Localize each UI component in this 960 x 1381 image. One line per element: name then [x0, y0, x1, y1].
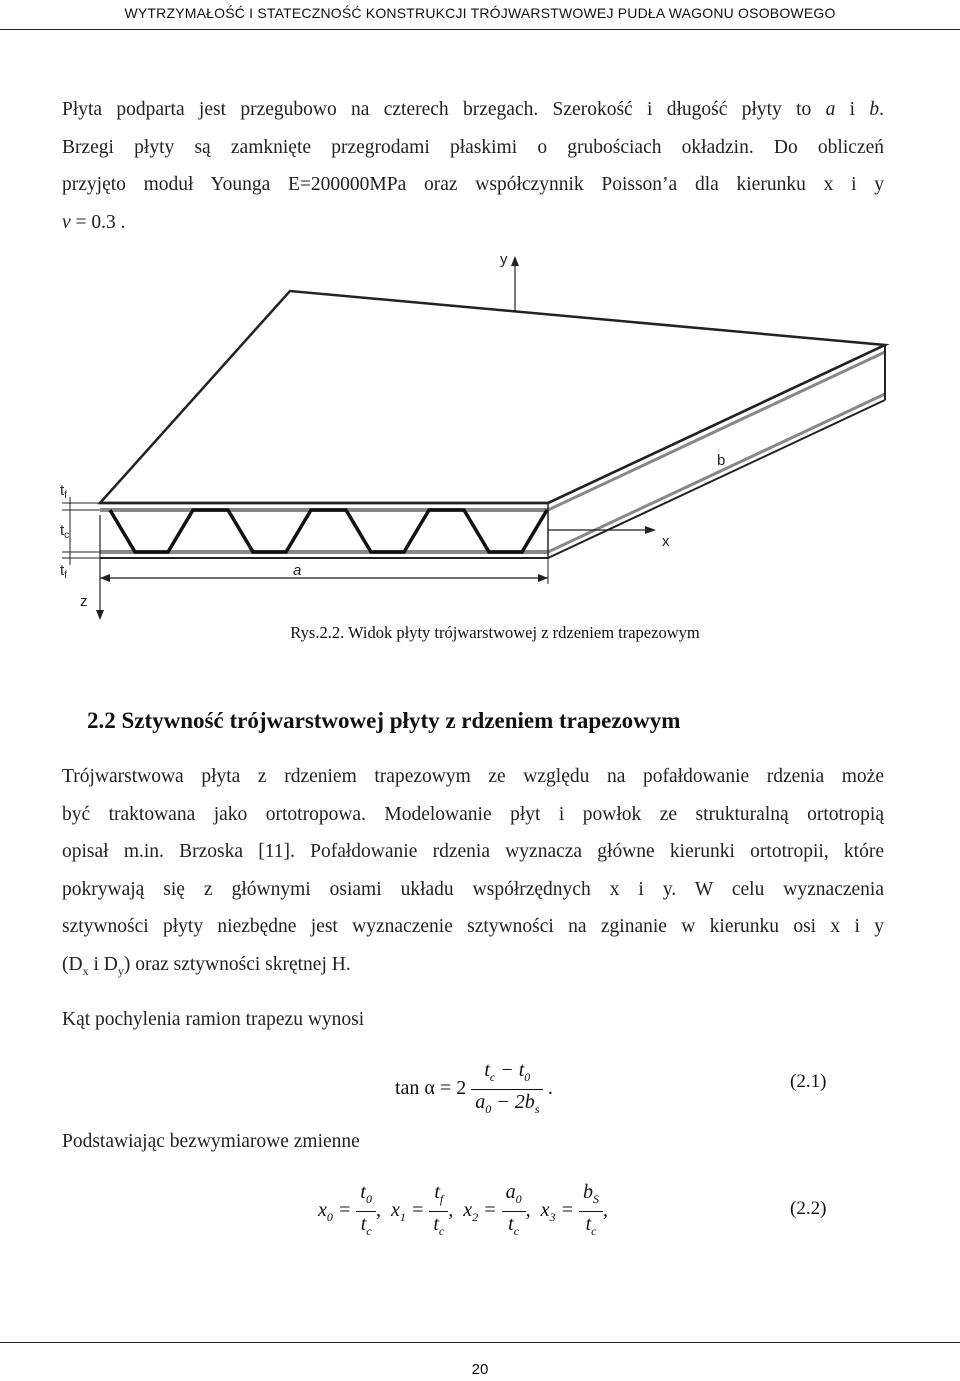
footer-rule — [0, 1342, 960, 1343]
section-line-6: ($D_x$ i $D_y$) oraz sztywności skrętnej H. — [62, 953, 351, 978]
label-z: z — [80, 593, 88, 610]
angle-sentence: Kąt pochylenia ramion trapezu wynosi — [62, 1009, 365, 1030]
eq2-x2: $x_2$ = — [463, 1199, 502, 1225]
equation-number-2-1: (2.1) — [790, 1071, 827, 1092]
label-a: a — [293, 562, 302, 579]
z-axis-arrowhead — [96, 610, 104, 620]
eq2-x3: $x_3$ = — [540, 1199, 580, 1225]
section-line-4: pokrywają się z głównymi osiami układu współrzędnych x i y. W celu wyznaczenia — [62, 878, 884, 900]
trapezoidal-core — [110, 510, 547, 552]
label-tf-bottom: $t_f$ — [60, 562, 67, 581]
eq1-denominator: $a_0 - 2b_s$ — [475, 1091, 540, 1116]
section-line-1: Trójwarstwowa płyta z rdzeniem trapezowym ze względu na pofałdowanie rdzenia może — [62, 766, 884, 787]
eq2-frac-1: $\frac{t_f}{t_c}$ — [429, 1180, 448, 1243]
section-line-5: sztywności płyty niezbędne jest wyznaczenie sztywności na zginanie w kierunku osi x i y — [62, 916, 884, 937]
eq2-frac-0: $\frac{t_0}{t_c}$ — [356, 1180, 376, 1243]
substitution-sentence: Podstawiając bezwymiarowe zmienne — [62, 1131, 360, 1152]
equation-2-2: $x_0$ = $\frac{t_0}{t_c}$ , $x_1$ = $\frac{t_f}{t_c}$ , $x_2$ = $\frac{a_0}{t_c}$ , $x_3$ = $\frac{b_S}{t_c}$ , — [318, 1180, 608, 1243]
eq2-frac-3: $\frac{b_S}{t_c}$ — [579, 1180, 603, 1243]
var-b: b — [869, 99, 880, 120]
figure-caption: Rys.2.2. Widok płyty trójwarstwowej z rdzeniem trapezowym — [290, 623, 700, 642]
eq1-tail: . — [548, 1077, 554, 1100]
y-axis-arrowhead — [511, 256, 519, 266]
label-tc: $t_c$ — [60, 522, 70, 541]
section-heading: 2.2 Sztywność trójwarstwowej płyty z rdzeniem trapezowym — [87, 708, 681, 733]
eq1-fraction — [471, 1058, 543, 1121]
running-header-title: WYTRZYMAŁOŚĆ I STATECZNOŚĆ KONSTRUKCJI TRÓJWARSTWOWEJ PUDŁA WAGONU OSOBOWEGO — [124, 5, 836, 21]
x-axis-arrowhead — [645, 526, 656, 534]
eq1-lhs: tan α = 2 — [395, 1077, 467, 1100]
label-tf-top: $t_f$ — [60, 482, 67, 501]
equation-2-1 — [395, 1058, 553, 1121]
section-paragraph — [62, 758, 884, 990]
plate-top-face — [100, 291, 885, 503]
intro-line-3: przyjęto moduł Younga E=200000MPa oraz współczynnik Poisson’a dla kierunku x i y — [62, 174, 884, 195]
eq2-frac-2: $\frac{a_0}{t_c}$ — [502, 1180, 526, 1243]
label-y: y — [500, 251, 508, 268]
dimension-a-arrow-right — [538, 574, 548, 582]
intro-line-4: ν = 0.3 . — [62, 211, 126, 233]
section-line-2: być traktowana jako ortotropowa. Modelowanie płyt i powłok ze strukturalną ortotropią — [62, 803, 884, 825]
equation-number-2-2: (2.2) — [790, 1198, 827, 1219]
var-a: a — [825, 99, 836, 120]
label-x: x — [662, 533, 670, 550]
section-line-3: opisał m.in. Brzoska [11]. Pofałdowanie rdzenia wyznacza główne kierunki ortotropii, które — [62, 841, 884, 862]
eq1-numerator: $t_c - t_0$ — [471, 1058, 543, 1090]
page-number: 20 — [471, 1361, 489, 1378]
label-b: b — [717, 452, 726, 469]
eq2-x0: $x_0$ = — [318, 1199, 357, 1225]
eq2-x1: $x_1$ = — [390, 1199, 430, 1225]
nu-symbol: ν — [62, 211, 71, 233]
intro-line-1: Płyta podparta jest przegubowo na czterech brzegach. Szerokość i długość płyty to a i b. — [62, 99, 884, 120]
dimension-a-arrow-left — [100, 574, 110, 582]
intro-line-2: Brzegi płyty są zamknięte przegrodami płaskimi o grubościach okładzin. Do obliczeń — [62, 136, 884, 158]
